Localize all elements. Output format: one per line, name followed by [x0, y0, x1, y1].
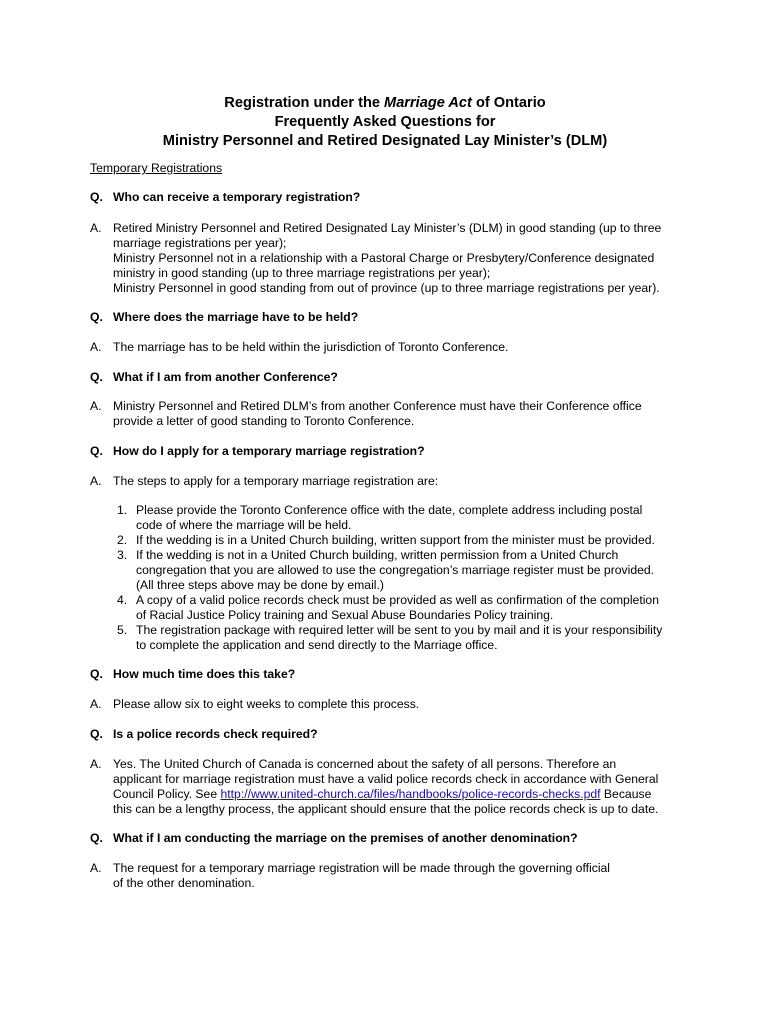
answer-3: A. Ministry Personnel and Retired DLM’s from another Conference must have their Conference office provide a letter of good standing to Toronto Conference. — [90, 399, 642, 428]
answer-2: A. The marriage has to be held within the jurisdiction of Toronto Conference. — [90, 340, 509, 354]
list-item: 1. Please provide the Toronto Conference office with the date, complete address including postal code of where the marriage will be held. — [117, 503, 643, 532]
section-heading: Temporary Registrations — [90, 161, 223, 175]
list-item: 4. A copy of a valid police records check must be provided as well as confirmation of the completion of Racial Justice Policy training and Sexual Abuse Boundaries Policy training. — [117, 593, 659, 622]
answer-5: A. Please allow six to eight weeks to complete this process. — [90, 697, 420, 711]
question-1: Q. Who can receive a temporary registration? — [90, 190, 361, 204]
question-6: Q. Is a police records check required? — [90, 727, 318, 741]
answer-6: A. Yes. The United Church of Canada is concerned about the safety of all persons. Therefore an applicant for marriage registration must have a valid police records check in accordance with General Council Policy. See http://www.united-church.ca/files/handbooks/police-records-checks.pdf Because this can be a lengthy process, the applicant should ensure that the police records check is up to date. — [90, 757, 659, 816]
title-line-2: Frequently Asked Questions for — [274, 114, 496, 130]
question-4: Q. How do I apply for a temporary marriage registration? — [90, 444, 425, 458]
list-item: 2. If the wedding is in a United Church building, written support from the minister must be provided. — [117, 533, 655, 547]
question-5: Q. How much time does this take? — [90, 667, 296, 681]
application-steps-list — [117, 503, 697, 653]
question-7: Q. What if I am conducting the marriage on the premises of another denomination? — [90, 831, 578, 845]
title-line-1: Registration under the Marriage Act of Ontario — [224, 95, 546, 111]
document-title — [0, 94, 770, 151]
police-records-checks-link[interactable]: http://www.united-church.ca/files/handbooks/police-records-checks.pdf — [220, 787, 601, 801]
list-item: 3. If the wedding is not in a United Church building, written permission from a United Church congregation that you are allowed to use the congregation’s marriage register must be provided. (All three steps above may be done by email.) — [117, 548, 655, 592]
answer-7: A. The request for a temporary marriage registration will be made through the governing official of the other denomination. — [90, 861, 611, 890]
answer-1: A. Retired Ministry Personnel and Retired Designated Lay Minister’s (DLM) in good standing (up to three marriage registrations per year); Ministry Personnel not in a relationship with a Pastoral Charge or Presbytery/Conference designated ministry in good standing (up to three marriage registrations per year); Ministry Personnel in good standing from out of province (up to three marriage registrations per year). — [90, 221, 662, 295]
answer-4: A. The steps to apply for a temporary marriage registration are: — [90, 474, 439, 488]
title-line-3: Ministry Personnel and Retired Designated Lay Minister’s (DLM) — [162, 133, 608, 149]
question-2: Q. Where does the marriage have to be held? — [90, 310, 359, 324]
list-item: 5. The registration package with required letter will be sent to you by mail and it is your responsibility to complete the application and send directly to the Marriage office. — [117, 623, 663, 652]
question-3: Q. What if I am from another Conference? — [90, 370, 338, 384]
